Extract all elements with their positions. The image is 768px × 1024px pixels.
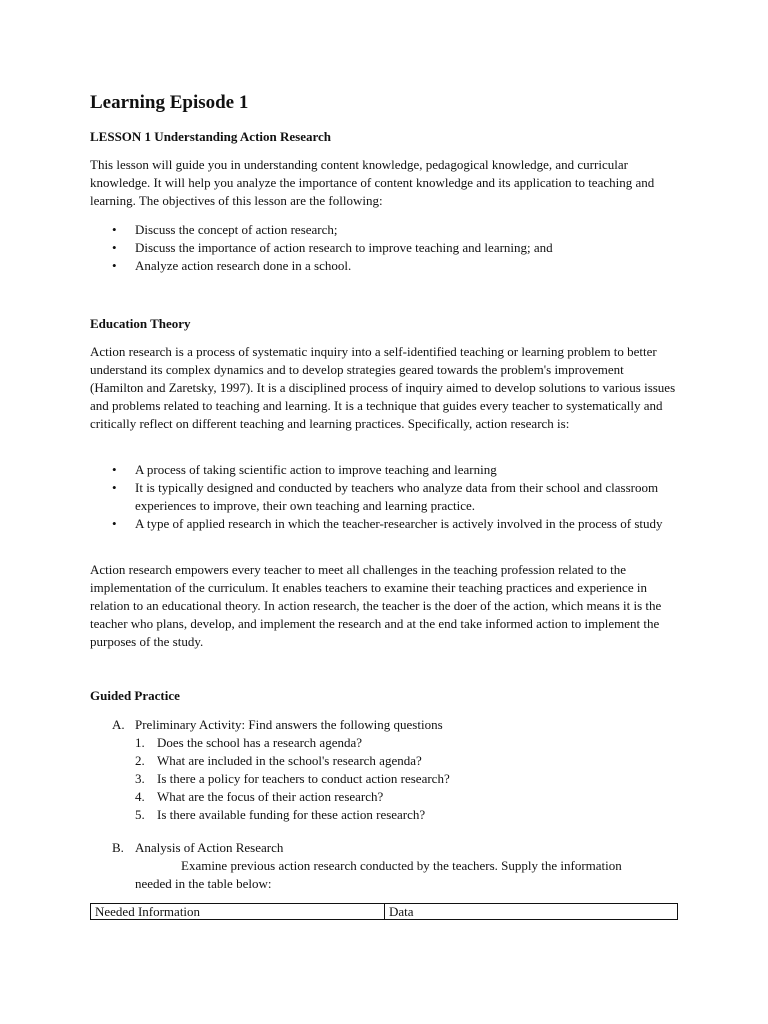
table-header-needed-information: Needed Information [91,904,385,920]
information-table [90,903,678,920]
bullet-icon: • [112,240,117,255]
education-theory-paragraph: Action research is a process of systematic inquiry into a self-identified teaching or learning problem to better understand its complex dynamics and to develop strategies geared towards the problem's improvement (Hamilton and Zaretsky, 1997). It is a disciplined process of inquiry aimed to develop solutions to various issues and problems related to teaching and learning. It is a technique that guides every teacher to systematically and critically reflect on different teaching and learning practices. Specifically, action research is: [90,344,676,431]
list-item: 3. Is there a policy for teachers to conduct action research? [135,771,450,786]
lesson-heading: LESSON 1 Understanding Action Research [90,129,332,144]
table-row [91,904,678,920]
list-item: 1. Does the school has a research agenda? [135,735,363,750]
list-item: • A process of taking scientific action to improve teaching and learning [112,462,497,477]
action-research-list [90,461,680,533]
preliminary-activity-label: Preliminary Activity: Find answers the following questions [135,717,443,732]
list-item: 5. Is there available funding for these action research? [135,807,426,822]
bullet-icon: • [112,480,117,495]
list-item: 4. What are the focus of their action research? [135,789,384,804]
page-title: Learning Episode 1 [90,92,249,113]
empowerment-paragraph: Action research empowers every teacher to meet all challenges in the teaching profession related to the implementation of the curriculum. It enables teachers to examine their teaching practices and experience in relation to an educational theory. In action research, the teacher is the doer of the action, which means it is the teacher who plans, develop, and implement the research and at the end take informed action to implement the purposes of the study. [90,562,662,649]
guided-practice-heading: Guided Practice [90,688,180,703]
intro-paragraph: This lesson will guide you in understanding content knowledge, pedagogical knowledge, and curricular knowledge. It will help you analyze the importance of content knowledge and its application to teaching and learning. The objectives of this lesson are the following: [90,157,655,208]
bullet-icon: • [112,462,117,477]
list-item: • Discuss the concept of action research; [112,222,338,237]
item-letter: A. [112,717,125,732]
bullet-icon: • [112,258,117,273]
bullet-icon: • [112,516,117,531]
analysis-label: Analysis of Action Research [135,840,284,855]
analysis-instruction: Examine previous action research conducted by the teachers. Supply the information needed in the table below: [135,858,622,891]
list-item: • A type of applied research in which the teacher-researcher is actively involved in the process of study [112,516,663,531]
bullet-icon: • [112,222,117,237]
list-item: • Analyze action research done in a school. [112,258,352,273]
objectives-list [90,221,680,275]
list-item: • Discuss the importance of action research to improve teaching and learning; and [112,240,553,255]
list-item: • It is typically designed and conducted by teachers who analyze data from their school and classroom experiences to improve, their own teaching and learning practice. [112,480,659,513]
list-item: 2. What are included in the school's research agenda? [135,753,422,768]
questions-list [90,734,650,824]
item-letter: B. [112,840,124,855]
table-header-data: Data [385,904,678,920]
education-theory-heading: Education Theory [90,316,191,331]
